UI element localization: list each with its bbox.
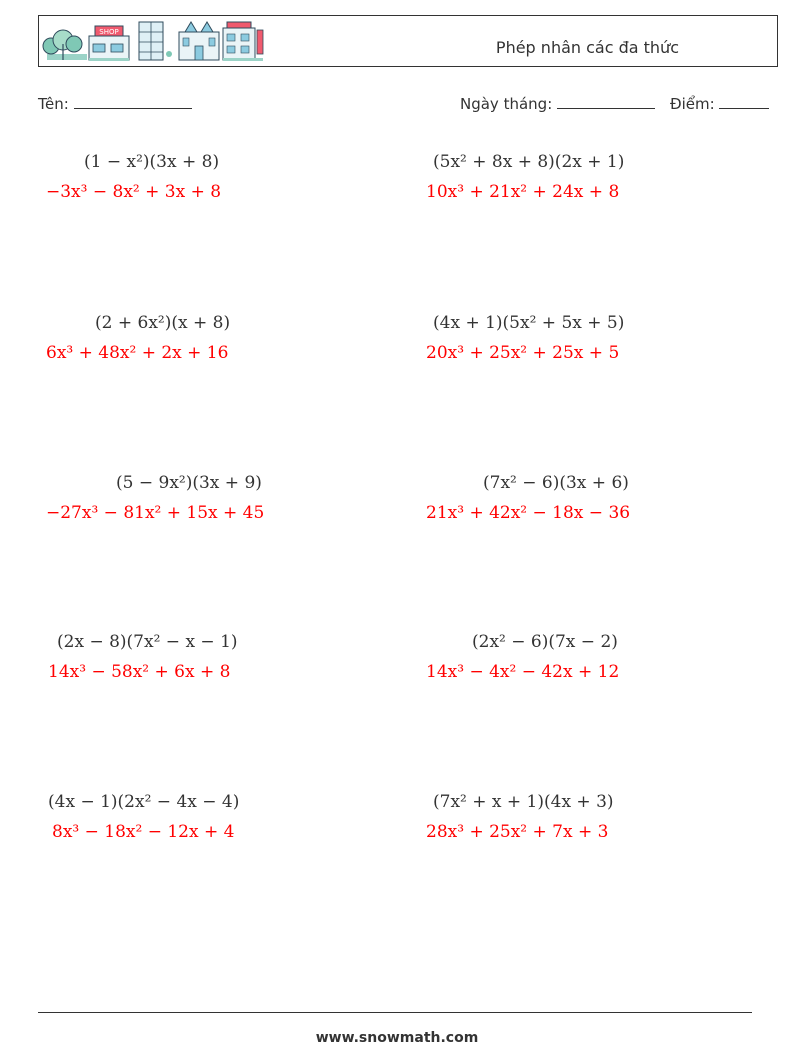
header-box [38,15,778,67]
problem-8: (2x² − 6)(7x − 2) [472,632,618,652]
problem-5: (5 − 9x²)(3x + 9) [116,473,262,493]
problem-6: (7x² − 6)(3x + 6) [483,473,629,493]
date-blank [557,94,655,109]
date-field [460,94,655,113]
answer-8: 14x³ − 4x² − 42x + 12 [426,662,620,682]
answer-7: 14x³ − 58x² + 6x + 8 [48,662,231,682]
problem-4: (4x + 1)(5x² + 5x + 5) [433,313,625,333]
answer-1: −3x³ − 8x² + 3x + 8 [46,182,222,202]
footer-url[interactable]: www.snowmath.com [315,1030,479,1046]
answer-5: −27x³ − 81x² + 15x + 45 [46,503,265,523]
name-blank [74,94,192,109]
answer-9: 8x³ − 18x² − 12x + 4 [52,822,235,842]
score-blank [719,94,769,109]
page-title: Phép nhân các đa thức [495,38,679,57]
svg-text:SHOP: SHOP [99,28,119,36]
problem-1: (1 − x²)(3x + 8) [84,152,220,172]
footer-divider [38,1012,752,1013]
name-label: Tên: [38,95,69,113]
name-field [38,94,192,113]
answer-2: 10x³ + 21x² + 24x + 8 [426,182,620,202]
answer-10: 28x³ + 25x² + 7x + 3 [426,822,609,842]
problem-10: (7x² + x + 1)(4x + 3) [433,792,614,812]
problem-2: (5x² + 8x + 8)(2x + 1) [433,152,625,172]
score-field [670,94,769,113]
answer-4: 20x³ + 25x² + 25x + 5 [426,343,620,363]
score-label: Điểm: [670,95,715,113]
answer-6: 21x³ + 42x² − 18x − 36 [426,503,631,523]
city-buildings-icon [41,18,269,64]
answer-3: 6x³ + 48x² + 2x + 16 [46,343,229,363]
problem-9: (4x − 1)(2x² − 4x − 4) [48,792,240,812]
date-label: Ngày tháng: [460,95,553,113]
problem-3: (2 + 6x²)(x + 8) [95,313,231,333]
problem-7: (2x − 8)(7x² − x − 1) [57,632,238,652]
